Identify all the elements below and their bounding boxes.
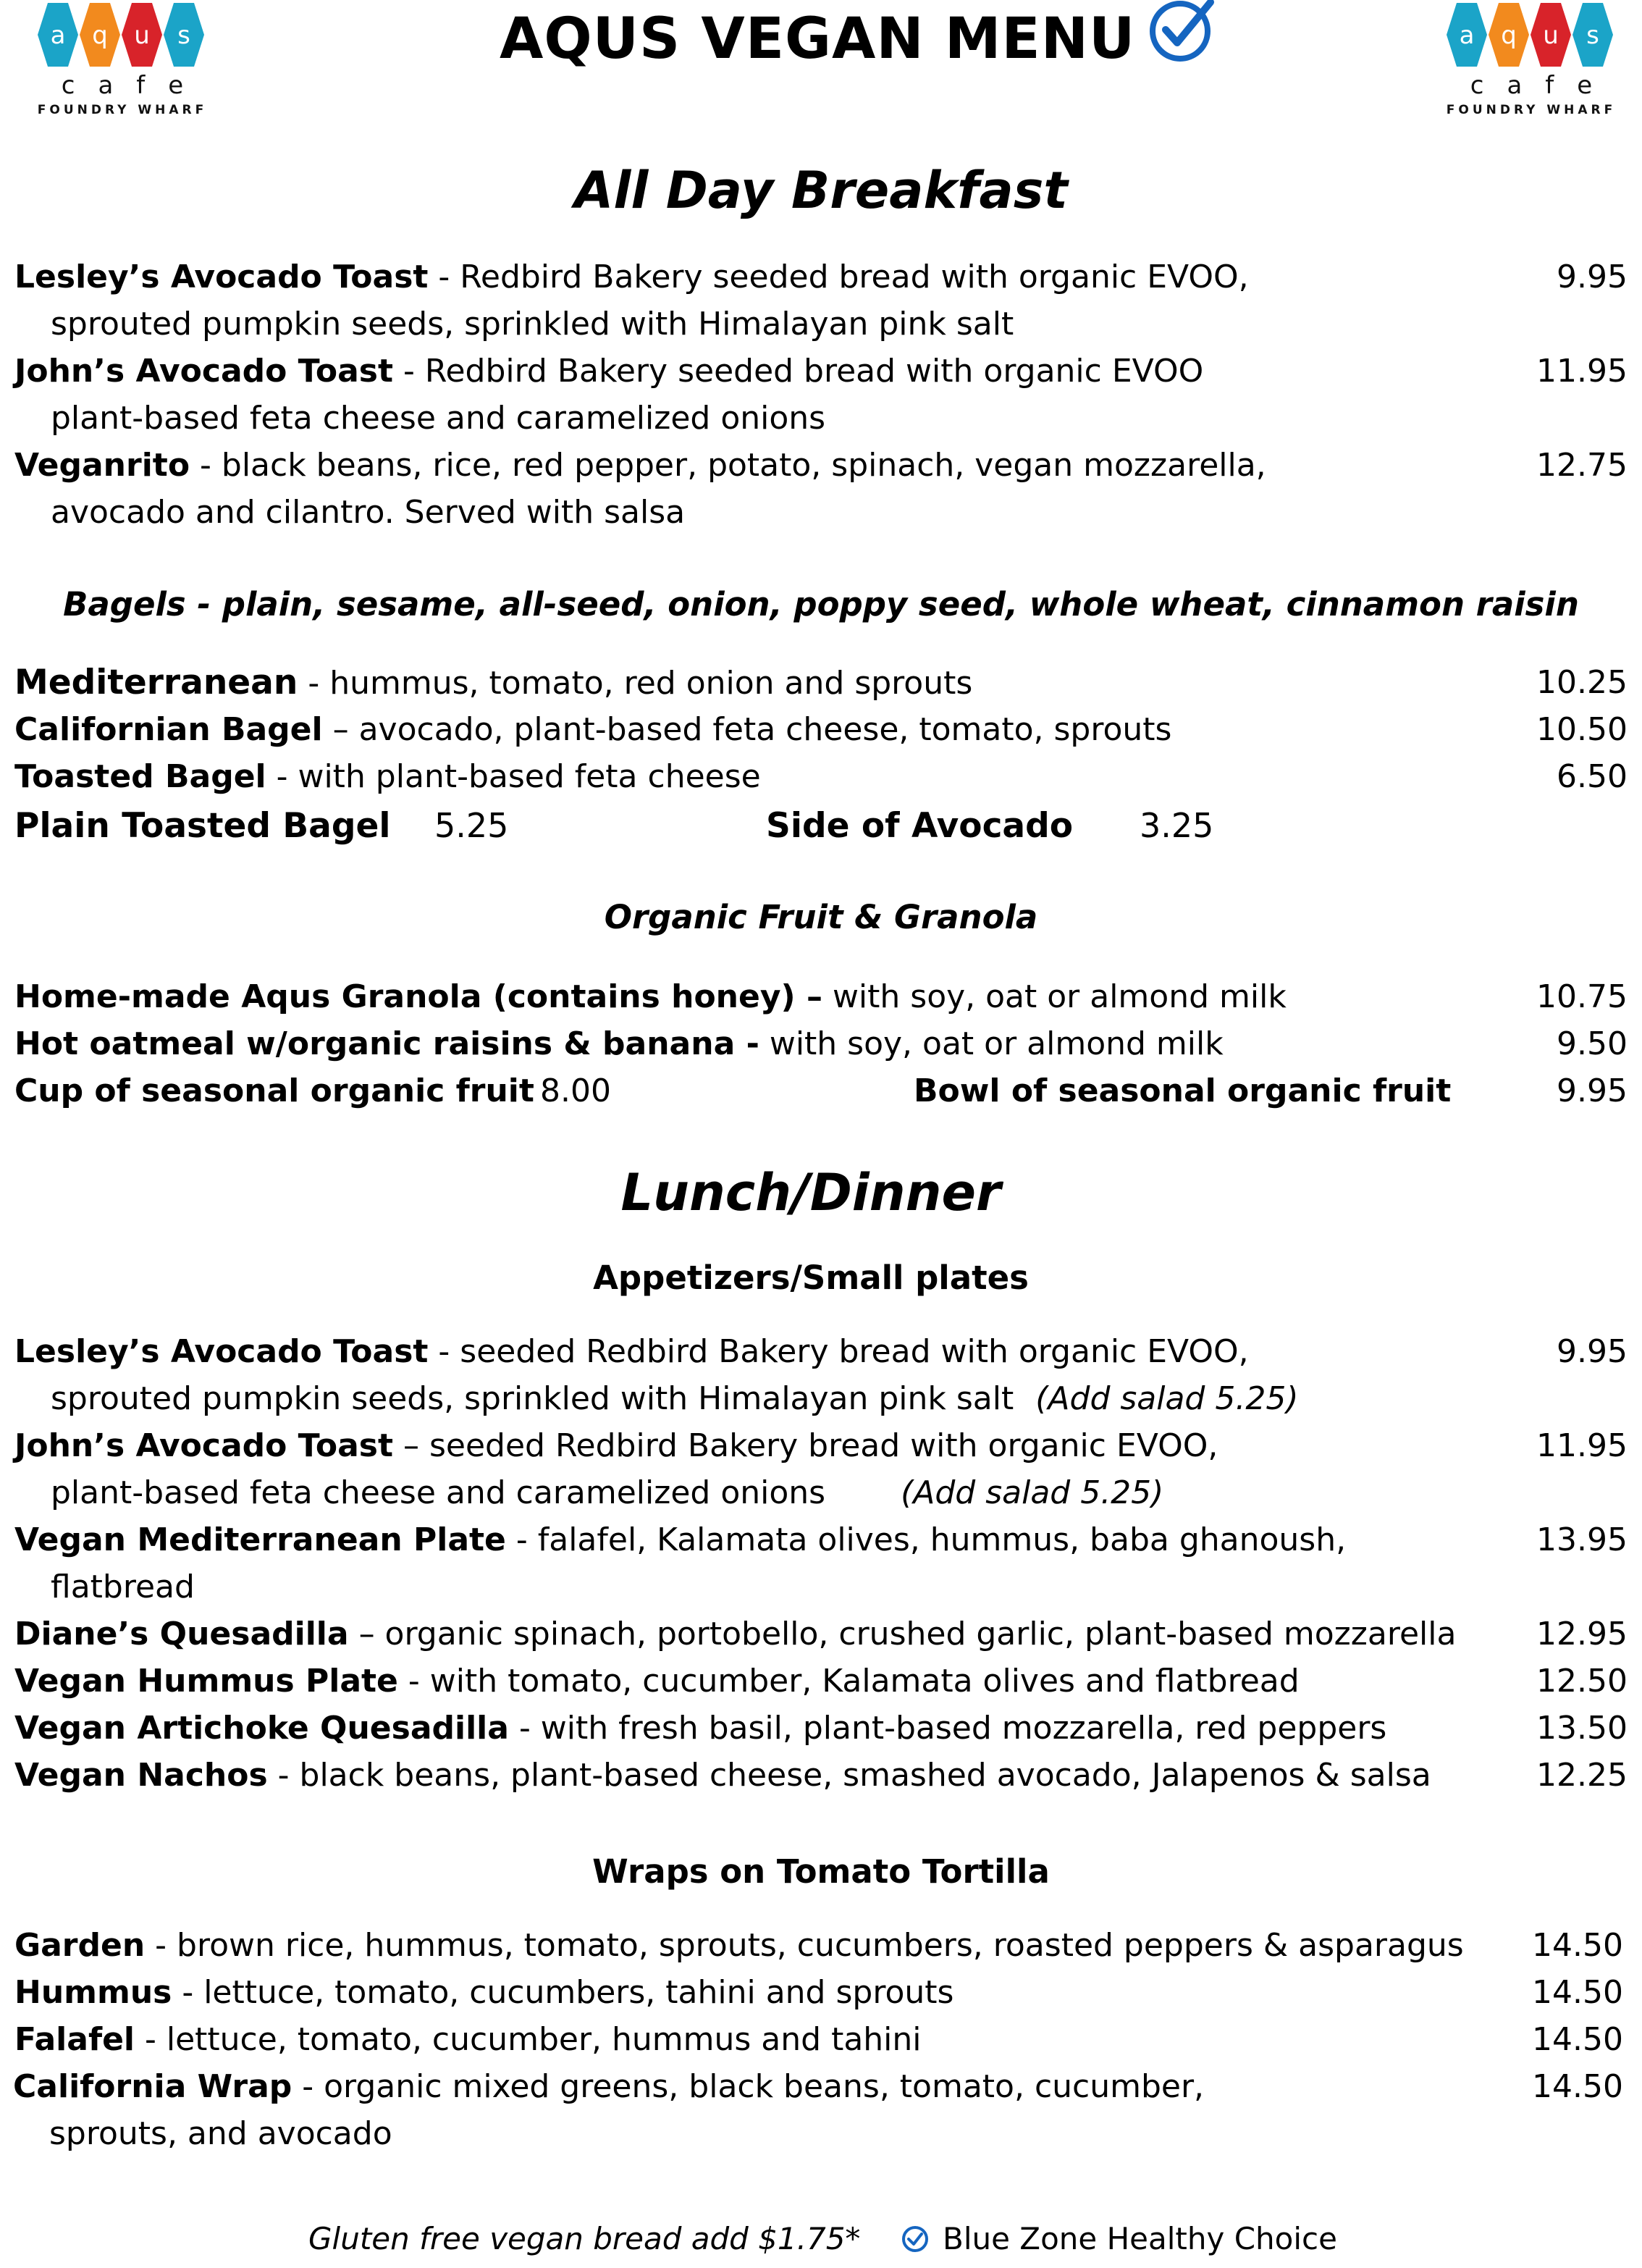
logo-location-text: FOUNDRY WHARF bbox=[1446, 103, 1617, 117]
logo-letter-q: q bbox=[1501, 21, 1517, 50]
logo-letter-a: a bbox=[1459, 21, 1475, 50]
item-name: Lesley’s Avocado Toast bbox=[14, 259, 429, 295]
logo-letter-s: s bbox=[1586, 21, 1599, 50]
menu-header bbox=[500, 3, 1216, 75]
gluten-free-text: Gluten free vegan bread add $1.75* bbox=[308, 2221, 861, 2256]
logo-letter-a: a bbox=[50, 21, 66, 50]
logo-cafe-text: cafe bbox=[61, 71, 207, 100]
item-price: 14.50 bbox=[1532, 2021, 1623, 2058]
item-name: Vegan Mediterranean Plate bbox=[14, 1521, 506, 1558]
menu-item bbox=[14, 1705, 1387, 1752]
section-title-bagels: Bagels - plain, sesame, all-seed, onion, poppy seed, whole wheat, cinnamon raisin bbox=[63, 585, 1579, 623]
item-name: Falafel bbox=[14, 2021, 135, 2058]
item-name: Garden bbox=[14, 1927, 146, 1964]
item-desc: with soy, oat or almond milk bbox=[759, 1025, 1224, 1062]
side-of-avocado-price: 3.25 bbox=[1140, 806, 1214, 845]
blue-zone-check-icon bbox=[901, 2225, 930, 2254]
menu-item bbox=[14, 659, 1260, 707]
item-price: 14.50 bbox=[1532, 1927, 1623, 1964]
item-name: Vegan Artichoke Quesadilla bbox=[14, 1710, 509, 1747]
item-name: Vegan Nachos bbox=[14, 1757, 268, 1794]
section-title-wraps: Wraps on Tomato Tortilla bbox=[592, 1852, 1050, 1891]
item-desc: with soy, oat or almond milk bbox=[822, 978, 1287, 1015]
menu-item bbox=[14, 1752, 1477, 1799]
menu-item bbox=[14, 973, 1287, 1020]
item-price: 9.95 bbox=[1557, 259, 1628, 295]
item-desc-text: plant-based feta cheese and caramelized onions bbox=[51, 1474, 826, 1511]
add-salad-note: (Add salad 5.25) bbox=[1035, 1380, 1299, 1417]
section-title-lunch-dinner: Lunch/Dinner bbox=[620, 1163, 1001, 1222]
item-desc: - black beans, plant-based cheese, smashed avocado, Jalapenos & salsa bbox=[267, 1757, 1431, 1794]
menu-item bbox=[14, 1328, 1299, 1422]
item-desc: - lettuce, tomato, cucumbers, tahini and sprouts bbox=[172, 1974, 954, 2011]
item-name: Hummus bbox=[14, 1974, 172, 2011]
logo-letter-s: s bbox=[177, 21, 190, 50]
menu-item bbox=[14, 753, 1260, 800]
item-name: Toasted Bagel bbox=[14, 758, 266, 795]
item-price: 12.25 bbox=[1536, 1757, 1628, 1794]
item-desc: - Redbird Bakery seeded bread with organic EVOO, bbox=[428, 259, 1249, 295]
item-price: 12.50 bbox=[1536, 1663, 1628, 1700]
side-of-avocado-name: Side of Avocado bbox=[766, 806, 1074, 846]
plain-toasted-bagel-price: 5.25 bbox=[434, 806, 509, 845]
aqus-cafe-logo-right bbox=[1433, 1, 1629, 125]
item-price: 12.95 bbox=[1536, 1616, 1628, 1652]
item-desc: – organic spinach, portobello, crushed garlic, plant-based mozzarella bbox=[348, 1616, 1457, 1652]
item-desc: - falafel, Kalamata olives, hummus, baba ghanoush, bbox=[505, 1521, 1347, 1558]
item-price: 10.75 bbox=[1536, 978, 1628, 1015]
item-desc-line2: avocado and cilantro. Served with salsa bbox=[51, 494, 686, 531]
item-price: 11.95 bbox=[1536, 353, 1628, 390]
menu-item bbox=[14, 1516, 1347, 1610]
menu-item bbox=[14, 2016, 1260, 2063]
item-desc: - lettuce, tomato, cucumber, hummus and tahini bbox=[135, 2021, 922, 2058]
logo-letter-u: u bbox=[134, 21, 150, 50]
item-desc-text: sprouted pumpkin seeds, sprinkled with Himalayan pink salt bbox=[51, 1380, 1014, 1417]
menu-item bbox=[14, 348, 1260, 442]
item-name: Veganrito bbox=[14, 447, 190, 484]
item-desc-line2 bbox=[14, 1375, 1299, 1422]
item-desc-line2: sprouts, and avocado bbox=[49, 2115, 392, 2152]
item-name: California Wrap bbox=[13, 2068, 292, 2105]
section-title-breakfast: All Day Breakfast bbox=[574, 161, 1068, 220]
item-desc-line2: flatbread bbox=[51, 1568, 195, 1605]
logo-hexagons bbox=[25, 1, 220, 71]
item-desc: - brown rice, hummus, tomato, sprouts, cucumbers, roasted peppers & asparagus bbox=[145, 1927, 1464, 1964]
page-title: AQUS VEGAN MENU bbox=[500, 7, 1136, 72]
menu-item bbox=[14, 1658, 1300, 1705]
logo-cafe-text: cafe bbox=[1470, 71, 1616, 100]
item-desc: - organic mixed greens, black beans, tomato, cucumber, bbox=[292, 2068, 1205, 2105]
logo-letter-q: q bbox=[92, 21, 108, 50]
item-price: 13.95 bbox=[1536, 1521, 1628, 1558]
item-desc: – seeded Redbird Bakery bread with organic EVOO, bbox=[393, 1427, 1218, 1464]
section-title-fruit-granola: Organic Fruit & Granola bbox=[604, 898, 1038, 936]
aqus-cafe-logo-left bbox=[25, 1, 220, 125]
cup-of-fruit-price: 8.00 bbox=[540, 1072, 611, 1109]
menu-item bbox=[14, 1922, 1477, 1969]
item-desc: - hummus, tomato, red onion and sprouts bbox=[298, 665, 973, 702]
bowl-of-fruit-name: Bowl of seasonal organic fruit bbox=[914, 1072, 1452, 1109]
item-name: Home-made Aqus Granola (contains honey) – bbox=[14, 978, 822, 1015]
item-desc: - with tomato, cucumber, Kalamata olives and flatbread bbox=[397, 1663, 1300, 1700]
blue-zone-text: Blue Zone Healthy Choice bbox=[943, 2221, 1337, 2256]
item-price: 13.50 bbox=[1536, 1710, 1628, 1747]
item-name: Hot oatmeal w/organic raisins & banana - bbox=[14, 1025, 759, 1062]
item-desc: - with fresh basil, plant-based mozzarella, red peppers bbox=[508, 1710, 1387, 1747]
menu-item bbox=[14, 442, 1266, 536]
menu-item bbox=[14, 1020, 1260, 1067]
item-desc-line2: sprouted pumpkin seeds, sprinkled with Himalayan pink salt bbox=[51, 306, 1014, 343]
item-desc: - Redbird Bakery seeded bread with organic EVOO bbox=[393, 353, 1204, 390]
plain-toasted-bagel-name: Plain Toasted Bagel bbox=[14, 806, 391, 846]
menu-item bbox=[14, 1610, 1462, 1658]
item-price: 14.50 bbox=[1532, 1974, 1623, 2011]
item-name: Vegan Hummus Plate bbox=[14, 1663, 398, 1700]
item-price: 10.50 bbox=[1536, 711, 1628, 748]
menu-item bbox=[14, 1969, 1260, 2016]
item-desc: - seeded Redbird Bakery bread with organic EVOO, bbox=[428, 1333, 1249, 1370]
logo-location-text: FOUNDRY WHARF bbox=[37, 103, 208, 117]
logo-letter-u: u bbox=[1543, 21, 1559, 50]
item-name: Diane’s Quesadilla bbox=[14, 1616, 349, 1652]
logo-hexagons bbox=[1433, 1, 1629, 71]
item-name: Californian Bagel bbox=[14, 711, 323, 748]
item-desc: - with plant-based feta cheese bbox=[266, 758, 761, 795]
gluten-free-note bbox=[308, 2217, 860, 2261]
item-name: Mediterranean bbox=[14, 663, 298, 702]
item-desc-line2 bbox=[14, 1469, 1260, 1516]
item-price: 9.50 bbox=[1557, 1025, 1628, 1062]
add-salad-note: (Add salad 5.25) bbox=[901, 1474, 1164, 1511]
item-name: Lesley’s Avocado Toast bbox=[14, 1333, 429, 1370]
item-price: 12.75 bbox=[1536, 447, 1628, 484]
menu-item bbox=[13, 2063, 1258, 2157]
item-price: 14.50 bbox=[1532, 2068, 1623, 2105]
item-price: 11.95 bbox=[1536, 1427, 1628, 1464]
item-price: 6.50 bbox=[1557, 758, 1628, 795]
item-desc: – avocado, plant-based feta cheese, tomato, sprouts bbox=[322, 711, 1172, 748]
cup-of-fruit-name: Cup of seasonal organic fruit bbox=[14, 1072, 534, 1109]
section-title-appetizers: Appetizers/Small plates bbox=[593, 1259, 1029, 1297]
item-desc: - black beans, rice, red pepper, potato, spinach, vegan mozzarella, bbox=[190, 447, 1266, 484]
blue-zone-check-icon bbox=[1147, 0, 1216, 64]
bowl-of-fruit-price: 9.95 bbox=[1557, 1072, 1628, 1109]
blue-zone-legend bbox=[901, 2217, 1337, 2261]
item-name: John’s Avocado Toast bbox=[14, 353, 393, 390]
item-desc-line2: plant-based feta cheese and caramelized onions bbox=[51, 400, 826, 437]
item-price: 10.25 bbox=[1536, 664, 1628, 701]
menu-item bbox=[14, 706, 1260, 753]
menu-item bbox=[14, 253, 1260, 348]
item-price: 9.95 bbox=[1557, 1333, 1628, 1370]
item-name: John’s Avocado Toast bbox=[14, 1427, 393, 1464]
menu-item bbox=[14, 1422, 1260, 1516]
